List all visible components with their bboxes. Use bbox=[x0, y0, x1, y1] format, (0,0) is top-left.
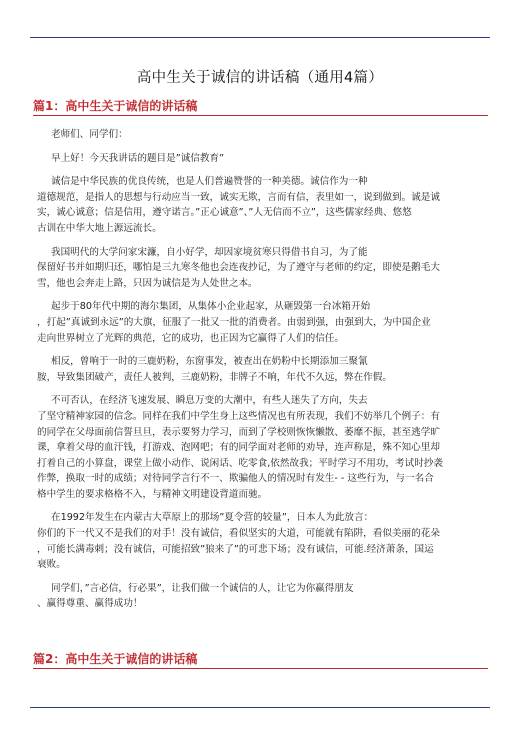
text-line: 我国明代的大学问家宋濂，自小好学，却因家境贫寒只得借书自习，为了能 bbox=[51, 246, 368, 258]
text-line: 同学们，”言必信，行必果”，让我们做一个诚信的人，让它为你赢得朋友 bbox=[51, 582, 354, 594]
text-line: 你们的下一代又不是我们的对手！没有诚信，看似坚实的大道，可能就有陷阱，看似美丽的花朵 bbox=[37, 528, 440, 540]
text-line: 、赢得尊重、赢得成功！ bbox=[37, 598, 143, 610]
section-1-heading: 篇1：高中生关于诚信的讲话稿 bbox=[33, 99, 198, 113]
text-line: 古训在中华大地上源远流长。 bbox=[37, 222, 162, 234]
text-line: 衰败。 bbox=[37, 559, 66, 571]
paragraph-song-lian bbox=[37, 245, 487, 292]
paragraph-closing bbox=[37, 581, 487, 612]
text-line: 走向世界树立了光辉的典范，它的成功，也正因为它赢得了人们的信任。 bbox=[37, 332, 344, 344]
document-title: 高中生关于诚信的讲话稿（通用4篇） bbox=[136, 70, 384, 86]
paragraph-salutation bbox=[37, 127, 487, 143]
text-line: 了坚守精神家园的信念。同样在我们中学生身上这些情况也有所表现，我们不妨举几个例子：有 bbox=[37, 410, 440, 422]
text-line: ，可能长满毒刺；没有诚信，可能招致”狼来了”的可悲下场；没有诚信，可能.经济萧条，国运 bbox=[37, 543, 434, 555]
text-line: 道德规范，是指人的思想与行动应当一致，诚实无欺，言而有信，表里如一，说到做到。诚是诚 bbox=[37, 191, 440, 203]
paragraph-sanlu bbox=[37, 354, 487, 385]
section-1-body bbox=[37, 127, 487, 620]
paragraph-students bbox=[37, 393, 487, 502]
text-line: 老师们、同学们： bbox=[51, 129, 128, 140]
section-2-underline bbox=[33, 668, 488, 669]
section-1-underline bbox=[33, 115, 488, 116]
paragraph-summer-camp bbox=[37, 510, 487, 572]
bottom-rule bbox=[30, 707, 490, 708]
text-line: 早上好！今天我讲话的题目是”诚信教育” bbox=[51, 152, 225, 164]
text-line: 打着自己的小算盘，课堂上做小动作、说闲话、吃零食,依然故我；平时学习不用功，考试时抄袭 bbox=[37, 457, 443, 469]
paragraph-greeting bbox=[37, 151, 487, 167]
text-line: 作弊，换取一时的成绩；对待同学言行不一、欺骗他人的情况时有发生- - 这些行为，与一名合 bbox=[37, 473, 434, 485]
text-line: 课，拿着父母的血汗钱，打游戏、泡网吧；有的同学面对老师的劝导，连声称是，殊不知心里却 bbox=[37, 442, 440, 454]
text-line: 格中学生的要求格格不入，与精神文明建设背道而驰。 bbox=[37, 488, 268, 500]
text-line: 雪，他也会奔走上路，只因为诚信是为人处世之本。 bbox=[37, 277, 258, 289]
top-rule bbox=[30, 37, 490, 38]
text-line: 起步于80年代中期的海尔集团，从集体小企业起家，从砸毁第一台冰箱开始 bbox=[51, 301, 371, 313]
text-line: 在1992年发生在内蒙古大草原上的那场”夏令营的较量”，日本人为此放言： bbox=[51, 512, 374, 524]
text-line: 不可否认，在经济飞速发展、瞬息万变的大潮中，有些人迷失了方向，失去 bbox=[51, 395, 368, 407]
section-2-heading: 篇2：高中生关于诚信的讲话稿 bbox=[33, 652, 198, 666]
text-line: 相反，曾响于一时的三鹿奶粉，东窗事发，被查出在奶粉中长期添加三聚氰 bbox=[51, 356, 368, 368]
text-line: 保留好书并如期归还，哪怕是三九寒冬他也会连夜抄记，为了遵守与老师的约定，即使是鹅毛大 bbox=[37, 262, 440, 274]
text-line: 诚信是中华民族的优良传统，也是人们普遍赞誉的一种美德。诚信作为一种 bbox=[51, 176, 368, 188]
text-line: ，打起”真诚到永远”的大旗，征服了一批又一批的消费者。由弱到强，由强到大，为中国企业 bbox=[37, 316, 431, 328]
text-line: 的同学在父母面前信誓旦旦，表示要努力学习，而到了学校则恢恢懒散、萎靡不振，甚至逃学旷 bbox=[37, 426, 440, 438]
paragraph-integrity-definition bbox=[37, 174, 487, 236]
text-line: 胺，导致集团破产，责任人被判，三鹿奶粉，非牌子不响，年代不久远，弊在作假。 bbox=[37, 371, 392, 383]
text-line: 实，诚心诚意；信是信用，遵守诺言。”正心诚意”、”人无信而不立”，这些儒家经典、悠悠 bbox=[37, 207, 412, 219]
paragraph-haier bbox=[37, 299, 487, 346]
